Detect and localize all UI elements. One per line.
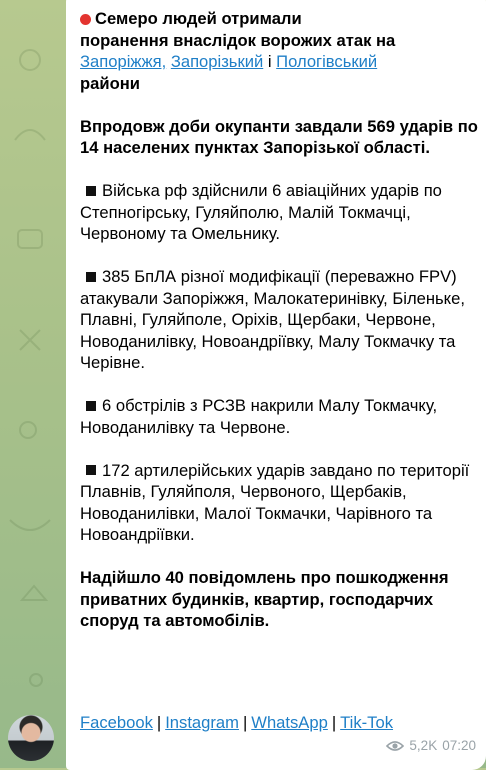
eye-icon bbox=[386, 740, 404, 752]
list-item: 385 БпЛА різної модифікації (переважно FPV) атакували Запоріжжя, Малокатеринівку, Біленьке, Плавні, Гуляйполе, Оріхів, Щербаки, Червоне, Новоданилівку, Новоандріївку, Малу Токмачку та Черівне. bbox=[80, 267, 465, 372]
bullet-square-icon bbox=[86, 186, 96, 196]
facebook-link[interactable]: Facebook bbox=[80, 713, 153, 732]
bullet-square-icon bbox=[86, 401, 96, 411]
message-headline bbox=[80, 8, 478, 94]
place-link-zaporizkyi[interactable]: Запорізький bbox=[170, 52, 264, 71]
bullet-square-icon bbox=[86, 465, 96, 475]
headline-line1: Семеро людей отримали bbox=[95, 9, 302, 28]
alert-icon bbox=[80, 14, 91, 25]
list-item: Війська рф здійснили 6 авіаційних ударів по Степногірську, Гуляйполю, Малій Токмачці, Червоному та Омельнику. bbox=[80, 181, 442, 243]
closing-text: Надійшло 40 повідомлень про пошкодження приватних будинків, квартир, господарчих споруд та автомобілів. bbox=[80, 568, 449, 630]
list-item: 6 обстрілів з РСЗВ накрили Малу Токмачку, Новоданилівку та Червоне. bbox=[80, 396, 438, 437]
place-link-zaporizhzhia[interactable]: Запоріжжя, bbox=[80, 52, 167, 71]
view-count: 5,2K bbox=[409, 738, 438, 753]
whatsapp-link[interactable]: WhatsApp bbox=[251, 713, 328, 732]
tiktok-link[interactable]: Tik-Tok bbox=[340, 713, 394, 732]
bullet-square-icon bbox=[86, 272, 96, 282]
message-meta bbox=[386, 738, 476, 753]
list-item: 172 артилерійських ударів завдано по території Плавнів, Гуляйполя, Червоного, Щербаків, Новоданилівки, Малої Токмачки, Чарівного та Новоандріївки. bbox=[80, 460, 470, 544]
social-links: Facebook | Instagram | WhatsApp | Tik-Tok bbox=[80, 713, 394, 732]
summary-text: Впродовж доби окупанти завдали 569 ударів по 14 населених пунктах Запорізької області. bbox=[80, 116, 478, 157]
instagram-link[interactable]: Instagram bbox=[165, 713, 239, 732]
channel-avatar[interactable] bbox=[8, 715, 54, 761]
headline-line2: поранення внаслідок ворожих атак на bbox=[80, 30, 396, 50]
message-time: 07:20 bbox=[442, 738, 476, 753]
and-text: і bbox=[263, 52, 277, 71]
message-bubble bbox=[66, 0, 486, 770]
place-link-polohivskyi[interactable]: Пологівський bbox=[276, 52, 378, 71]
headline-end: райони bbox=[80, 73, 140, 93]
